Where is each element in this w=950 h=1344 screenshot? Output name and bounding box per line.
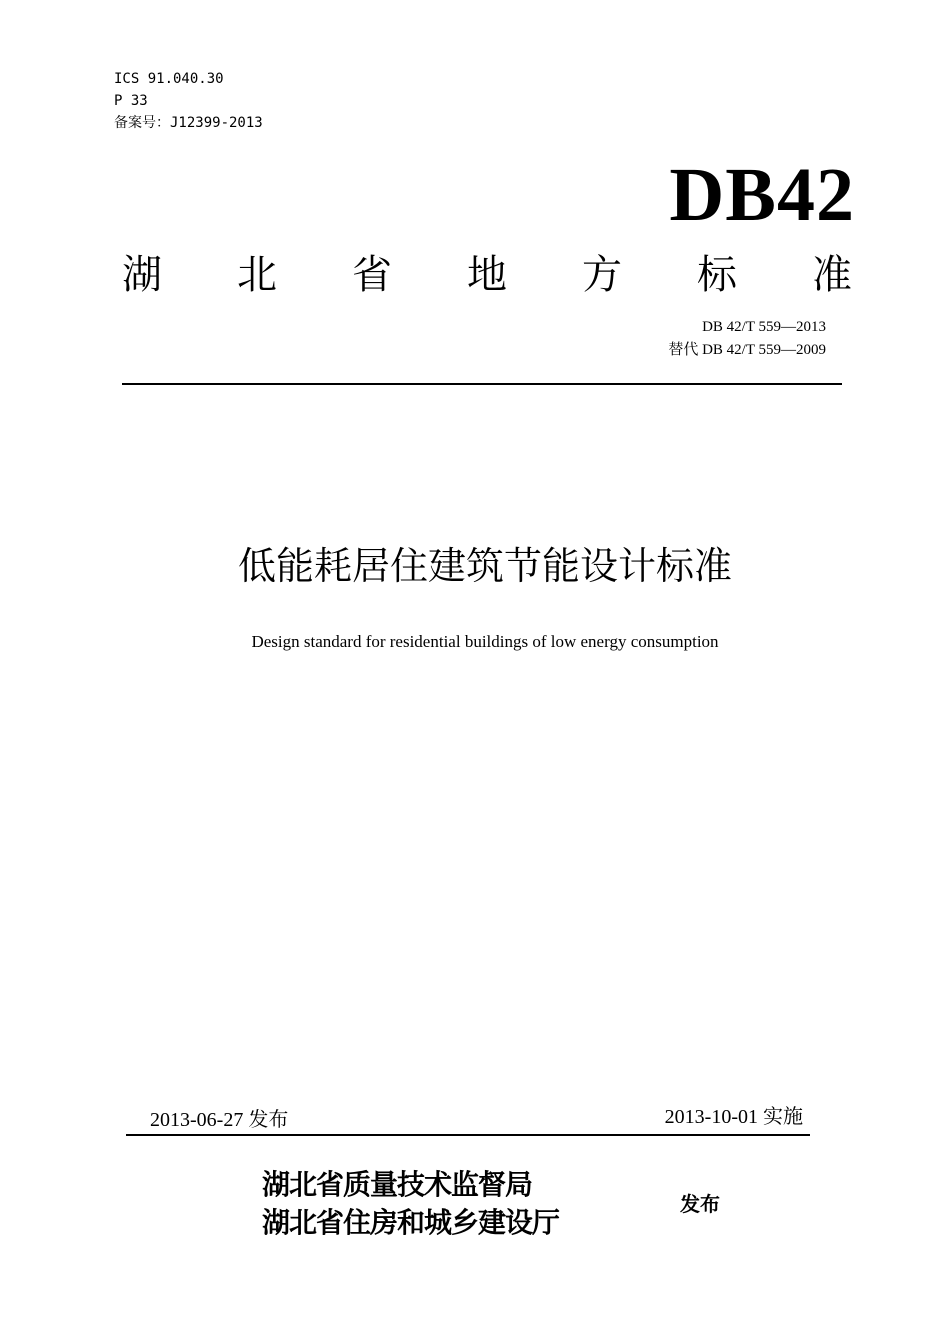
standard-type-char: 地 [467,252,507,298]
ics-code: ICS 91.040.30 [114,71,224,87]
standard-type-char: 省 [352,252,392,298]
standard-type-heading [122,250,852,300]
document-title-chinese: 低能耗居住建筑节能设计标准 [237,544,732,588]
replaced-standard-number: 替代 DB 42/T 559—2009 [668,342,826,358]
document-metadata [114,68,263,134]
standard-number: DB 42/T 559—2013 [702,319,826,335]
standard-type-char: 标 [697,252,737,298]
publisher-name: 湖北省质量技术监督局 [262,1168,533,1201]
standard-type-char: 方 [582,252,622,298]
publisher-name: 湖北省住房和城乡建设厅 [262,1206,560,1239]
category-code: P 33 [114,93,148,109]
footer-divider [126,1134,810,1136]
issue-date: 2013-06-27 发布 [150,1109,289,1131]
implementation-date: 2013-10-01 实施 [664,1106,803,1128]
header-divider [122,383,842,385]
standard-type-char: 湖 [122,252,162,298]
publish-label: 发布 [680,1192,720,1216]
record-number: 备案号：J12399-2013 [114,115,263,131]
document-title-english: Design standard for residential buildings of low energy consumption [251,632,719,651]
standard-code-logo: DB42 [669,153,855,237]
standard-type-char: 北 [237,252,277,298]
standard-type-char: 准 [812,252,852,298]
standard-numbers [668,316,826,362]
publisher-list [262,1166,559,1242]
